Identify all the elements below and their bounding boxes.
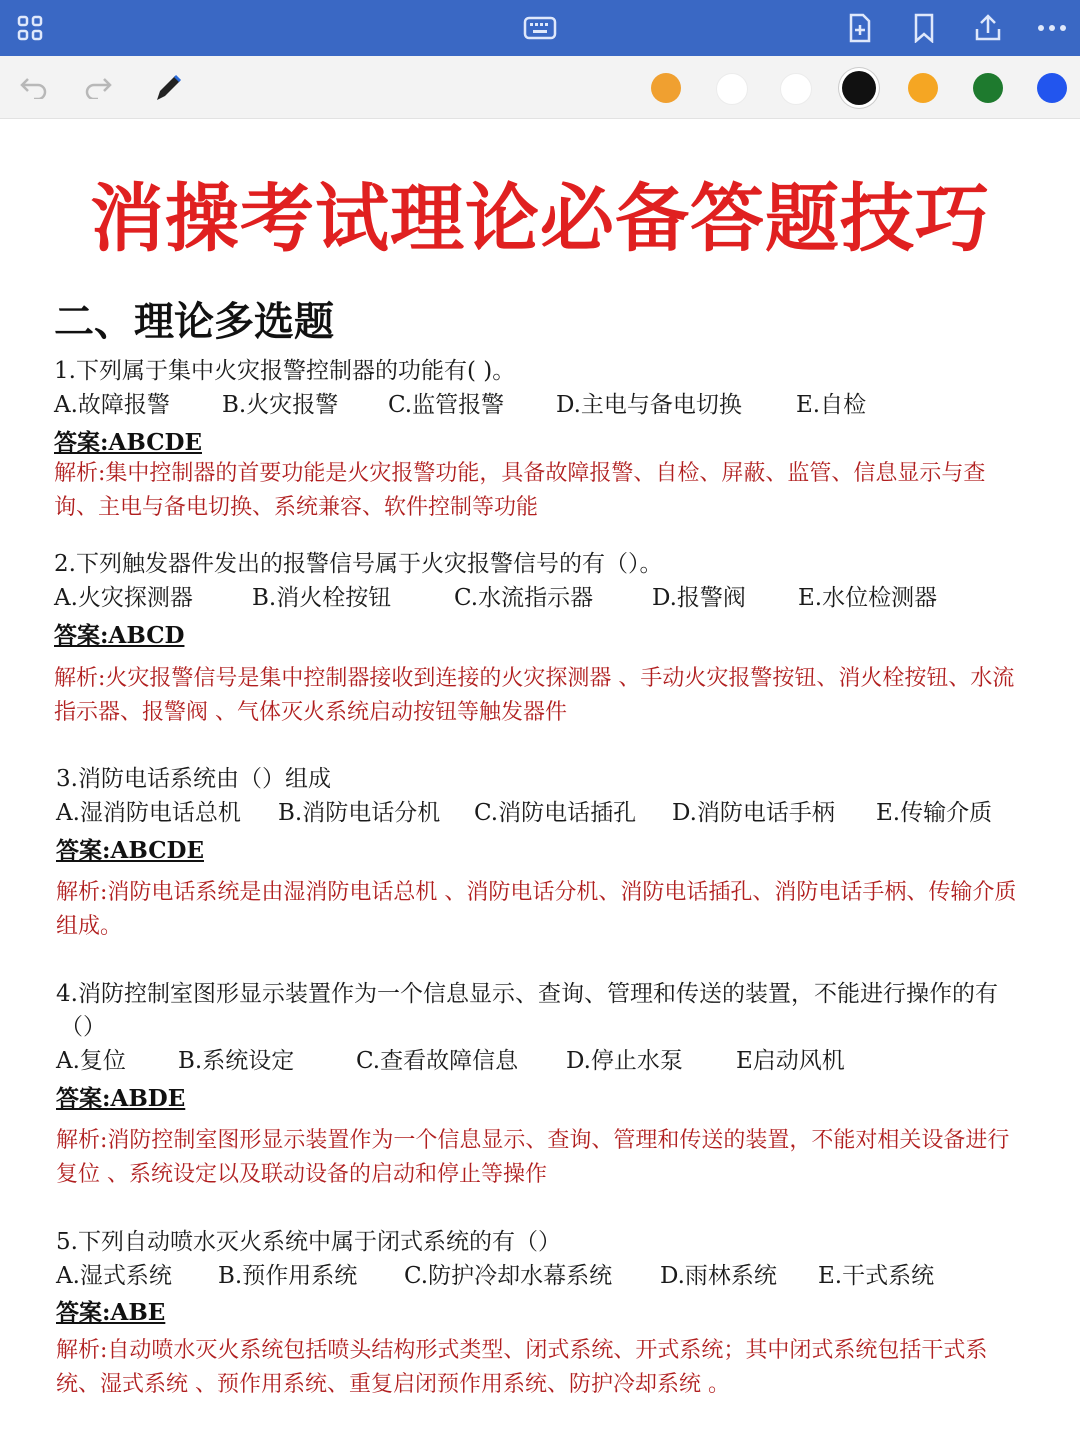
- option-a: A.复位: [56, 1048, 126, 1074]
- option-a: A.湿消防电话总机: [56, 800, 241, 826]
- grid-icon[interactable]: [12, 10, 48, 46]
- color-swatch-blue[interactable]: [1037, 73, 1067, 103]
- color-swatch-white-2[interactable]: [780, 73, 812, 105]
- option-b: B.系统设定: [178, 1048, 295, 1074]
- color-swatch-yellow-orange[interactable]: [908, 73, 938, 103]
- option-c: C.水流指示器: [454, 585, 594, 611]
- question-2: 2.下列触发器件发出的报警信号属于火灾报警信号的有（）。: [54, 551, 663, 577]
- color-swatch-green[interactable]: [973, 73, 1003, 103]
- share-icon[interactable]: [970, 10, 1006, 46]
- bookmark-icon[interactable]: [906, 10, 942, 46]
- option-b: B.消火栓按钮: [252, 585, 392, 611]
- explanation-5: 解析:自动喷水灭火系统包括喷头结构形式类型、闭式系统、开式系统；其中闭式系统包括干式系统、湿式系统 、预作用系统、重复启闭预作用系统、防护冷却系统 。: [56, 1338, 988, 1397]
- option-d: D.报警阀: [652, 585, 746, 611]
- add-page-icon[interactable]: [842, 10, 878, 46]
- explanation-2: 解析:火灾报警信号是集中控制器接收到连接的火灾探测器 、手动火灾报警按钮、消火栓按钮、水流指示器、报警阀 、气体灭火系统启动按钮等触发器件: [54, 666, 1015, 725]
- option-b: B.火灾报警: [222, 392, 339, 418]
- option-e: E.水位检测器: [798, 585, 938, 611]
- option-e: E启动风机: [736, 1048, 845, 1074]
- option-a: A.湿式系统: [56, 1263, 172, 1289]
- option-a: A.火灾探测器: [54, 585, 193, 611]
- option-d: D.停止水泵: [566, 1048, 683, 1074]
- option-c: C.查看故障信息: [356, 1048, 519, 1074]
- option-c: C.监管报警: [388, 392, 505, 418]
- answer-1: 答案:ABCDE: [54, 429, 202, 456]
- question-4: 4.消防控制室图形显示装置作为一个信息显示、查询、管理和传送的装置，不能进行操作的有: [56, 981, 998, 1007]
- explanation-3: 解析:消防电话系统是由湿消防电话总机 、消防电话分机、消防电话插孔、消防电话手柄、传输介质组成。: [56, 880, 1017, 939]
- option-e: E.传输介质: [876, 800, 993, 826]
- option-c: C.防护冷却水幕系统: [404, 1263, 613, 1289]
- option-b: B.预作用系统: [218, 1263, 358, 1289]
- redo-icon[interactable]: [80, 69, 116, 105]
- color-swatch-black-selected[interactable]: [842, 71, 876, 105]
- page-title: 消操考试理论必备答题技巧: [90, 176, 990, 262]
- top-app-bar: [0, 0, 1080, 56]
- option-e: E.自检: [796, 392, 867, 418]
- color-swatch-orange[interactable]: [651, 73, 681, 103]
- option-d: D.消防电话手柄: [672, 800, 835, 826]
- option-e: E.干式系统: [818, 1263, 935, 1289]
- question-5: 5.下列自动喷水灭火系统中属于闭式系统的有（）: [56, 1229, 561, 1255]
- answer-3: 答案:ABCDE: [56, 837, 204, 864]
- answer-5: 答案:ABE: [56, 1299, 166, 1326]
- pen-icon[interactable]: [150, 69, 186, 105]
- keyboard-icon[interactable]: [522, 10, 558, 46]
- question-4-blank: （）: [60, 1014, 106, 1040]
- answer-2: 答案:ABCD: [54, 622, 185, 649]
- undo-icon[interactable]: [16, 69, 52, 105]
- option-b: B.消防电话分机: [278, 800, 441, 826]
- explanation-4: 解析:消防控制室图形显示装置作为一个信息显示、查询、管理和传送的装置，不能对相关设备进行复位 、系统设定以及联动设备的启动和停止等操作: [56, 1128, 1010, 1187]
- option-d: D.主电与备电切换: [556, 392, 742, 418]
- explanation-1: 解析:集中控制器的首要功能是火灾报警功能，具备故障报警、自检、屏蔽、监管、信息显示与查询、主电与备电切换、系统兼容、软件控制等功能: [54, 461, 986, 520]
- option-c: C.消防电话插孔: [474, 800, 637, 826]
- option-a: A.故障报警: [54, 392, 170, 418]
- answer-4: 答案:ABDE: [56, 1085, 186, 1112]
- question-1: 1.下列属于集中火灾报警控制器的功能有( )。: [54, 358, 516, 384]
- option-d: D.雨林系统: [660, 1263, 777, 1289]
- section-heading: 二、理论多选题: [54, 299, 334, 345]
- question-3: 3.消防电话系统由（）组成: [56, 766, 331, 792]
- color-swatch-white[interactable]: [716, 73, 748, 105]
- more-icon[interactable]: [1034, 10, 1070, 46]
